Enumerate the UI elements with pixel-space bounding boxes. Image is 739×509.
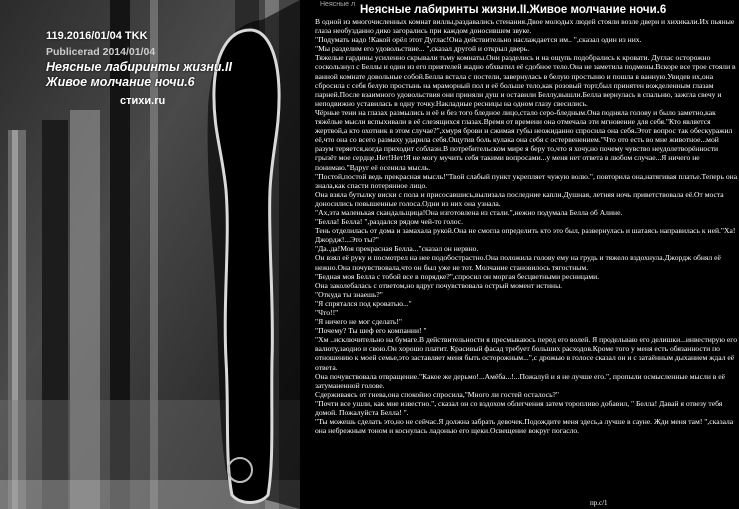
story-paragraph: "Я ничего не мог сделать!" (315, 317, 402, 327)
story-paragraph: "Ах,эта маленькая скандальщица!Она изготовлена из стали.",нежно подумала Белла об Алине. (315, 207, 623, 217)
story-paragraph: Тень отделилась от дома и замахала рукой.Она не смогла определить кто это был, развернулась и шатаясь направилась к ней."Ха! Джордж!...Это ты?" (315, 226, 736, 245)
story-paragraph: "Бедная моя Белла с тобой все в порядке?",спросил он моргая бесцветными ресницами. (315, 271, 600, 281)
story-paragraph: "Постой,постой ведь прекрасная мысль!"Твой слабый пункт укрепляет чужую волю.", повторила она,натягивая платье.Теперь она знала,как спасти потерянное лицо. (315, 171, 738, 190)
story-paragraph: "Ты можешь сделать это,но не сейчас.Я должна забрать девочек.Подождите меня здесь,а лучше в сауне. Жди меня там! ",сказала она небрежным тоном и коснулась ладонью его щеки.Освещение вокруг погасло. (315, 417, 734, 436)
corner-label: Неясные л (320, 1, 356, 8)
illustration-title-line1: Неясные лабиринты жизни.II (46, 60, 232, 74)
story-paragraph: "Что!!" (315, 308, 339, 317)
illustration-title (46, 60, 246, 90)
signature: пр.с/1 (590, 499, 608, 507)
date-line: 119.2016/01/04 TKK (46, 30, 148, 42)
site-name: стихи.ru (120, 95, 166, 107)
story-text (315, 17, 739, 507)
story-paragraph: Тяжелые гардины усиленно скрывали тьму комнаты.Они разделись и на ощупь подобрались к кровати. Дуглас осторожно соскользнул с Беллы и один из его приятелей жадно обхватил её сдобное тело.Она не заметила подмены.Вскоре все трое стояли в ванной комнате довольные собой.Белла встала с постели, завернулась в белую простыню и пошла в ванную.Увидев их,она сбросила с себя белую простынь на мраморный пол и её больше тело,как розовый торт,был принятен вожделенным глазам парней.После взаимного удовольствия они приняли душ и оставили Беллу,вышли.Белла вернулась в спальню, зажгла свечу и неподвижно уставилась в одну точку.Накладные ресницы на одном глазу свесились. (315, 53, 736, 108)
story-paragraph: Она взяла бутылку виски с пола и присосавшись,вылизала последние капли.Душная, летняя ночь приветствовала её.От моста доносились повышенные голоса.Одни из них она узнала. (315, 189, 724, 208)
story-paragraph: "Хм ..исключительно на бумаге.В действительности я пресмыкаюсь перед его волей. Я продельваю его делишки...инвестирую его валюту,заодно и свою.Он хорошо платит. Красивый фасад требует больших расходов.Кроме того у меня есть обязанности по отношению к моей семье,это заставляет меня быть осторожным...",с дрожью в голосе сказал он и с затаённым дыханием ждал её ответа. (315, 335, 737, 372)
story-paragraph: "Да..да!Моя прекрасная Белла..."сказал он нервно. (315, 244, 479, 254)
story-paragraph: "Почти все ушли, как мне известно.", сказал он со вздохом облегчения затем торопливо добавил, " Белла! Давай я отвезу тебя домой. Пожалуйста Белла! ". (315, 398, 723, 418)
story-paragraph: Он взял её руку и посмотрел на нее подобострастно.Она положила голову ему на грудь и тяжело вздохнула.Джордж обнял её нежно.Она почувствовала,что он был уже не тот. Молчание становилось тягостным. (315, 253, 721, 272)
story-paragraph: "Откуда ты знаешь?" (315, 289, 383, 299)
published-line: Publicerad 2014/01/04 (46, 46, 156, 58)
illustration-title-line2: Живое молчание ночи.6 (46, 75, 195, 89)
story-paragraph: Сдерживаясь от гнева,она спокойно спросила,"Много ли гостей осталось?" (315, 389, 560, 399)
story-paragraph: Чёрные тени на глазах размылись и её и без того бледное лицо,стало серо-бледным.Она подняла голову и было заметно,как тяжёлые мысли вспыхивали в её слезящихся глазах.Время от времени она отмечала эти мгновение для себя."Кто является жертвой,а кто охотник в этом случае?",хмуря брови и сжимая губы неожиданно спросила она себя.Этот вопрос так обескуражил её,что она со всего размаху ударила себя.Ощутив боль кулака она себя с остервенением."Что ото есть во мне животное...мой разум теряется,когда приходит соблазн.В потребительском мире я беру то,что я хочу,но почему чувство неудолетворённости грызёт мое сердце.Нет!Нет!Я не могу мучить себя такими вопросами...у меня нет ответа в любом случае...Я ничего не понимаю."Вдруг её осенила мысль. (315, 107, 733, 172)
story-paragraph: "Мы разделим его удовольствие... ",сказал другой и открыл дверь. (315, 44, 530, 54)
page-title: Неясные лабиринты жизни.II.Живое молчание ночи.6 (360, 4, 667, 16)
story-paragraph: В одной из многочисленных комнат виллы,раздавались стенания.Двое молодых людей стояли возле двери и хихикали.Их пьяные глаза необузданно дико загорались при каждом доносившем звуке. (315, 17, 735, 36)
story-paragraph: "Я спрятался под кроватью..." (315, 298, 412, 308)
illustration (0, 0, 300, 509)
story-paragraph: "Почему? Ты шеф его компании! " (315, 326, 427, 336)
story-paragraph: Она почувствовала отвращение."Какое же дерьмо!...Амёба...!...Пожалуй и я не лучше его.", пропыли осмысленные мысли в её затуманенной голове. (315, 371, 726, 390)
story-paragraph: "Белла! Белла! ",раздался рядом чей-то голос. (315, 217, 464, 227)
story-paragraph: Она заколебалась с ответом,но вдруг почувствовала острый момент истины. (315, 280, 563, 290)
story-paragraph: "Подумать надо !Какой орёл этот Дуглас!Она действительно наслаждается им.. ",сказал один из них. (315, 35, 642, 45)
